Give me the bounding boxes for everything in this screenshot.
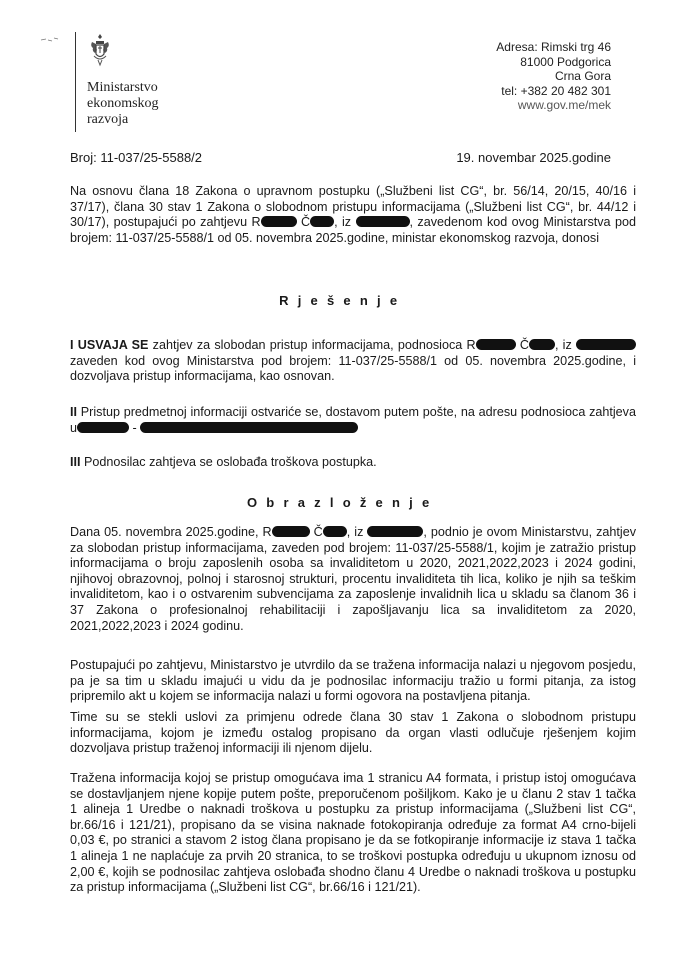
text-run: Pristup predmetnoj informaciji ostvariće se, dostavom putem pošte, na adresu podnosioca zahtjeva u xyxy=(70,405,636,435)
redaction-mark xyxy=(77,422,129,433)
text-run: Podnosilac zahtjeva se oslobađa troškova postupka. xyxy=(80,455,377,469)
text-run: Na osnovu člana 18 Zakona o upravnom postupku („Službeni list CG“, br. 56/14, 20/15, 40/16 i 37/17), člana 30 stav 1 Zakona o slobodnom pristupu informacijama („Službeni list CG“, br. 44/12 i 30/17), postupajući po zahtjevu R xyxy=(70,184,636,230)
redaction-mark xyxy=(140,422,358,433)
redaction-mark xyxy=(367,526,423,537)
reasoning-heading: O b r a z l o ž e n j e xyxy=(246,495,433,510)
document-number: Broj: 11-037/25-5588/2 xyxy=(70,150,203,165)
text-run: Č xyxy=(309,525,323,539)
text-run: , iz xyxy=(346,525,368,539)
ministry-name-line: razvoja xyxy=(87,112,129,127)
document-meta xyxy=(70,150,611,165)
redaction-mark xyxy=(576,339,636,350)
text-run: zaveden kod ovog Ministarstva pod brojem: 11-037/25-5588/1 od 05. novembra 2025.godine, i dozvoljava pristup informacijama, kao osnovan. xyxy=(70,353,636,384)
decision-heading: R j e š e n j e xyxy=(279,293,400,308)
address-line: Adresa: Rimski trg 46 xyxy=(496,40,611,54)
decision-numeral: III xyxy=(70,455,81,469)
reasoning-paragraph-3: Time su se stekli uslovi za primjenu odrede člana 30 stav 1 Zakona o slobodnom pristupu informacijama, kojom je između ostalog propisano da organ vlasti odlučuje rješenjem kojim dozvoljava pristup traženoj informaciji ili njenom dijelu. xyxy=(70,710,636,756)
ministry-name-line: ekonomskog xyxy=(87,96,159,111)
text-run: - xyxy=(129,420,141,435)
reasoning-paragraph-1 xyxy=(70,525,636,634)
document-date: 19. novembar 2025.godine xyxy=(456,150,611,165)
redaction-mark xyxy=(356,216,410,227)
decision-item-2 xyxy=(70,405,636,436)
ministry-name xyxy=(87,80,159,128)
redaction-mark xyxy=(310,216,334,227)
reasoning-paragraph-2: Postupajući po zahtjevu, Ministarstvo je utvrdilo da se tražena informacija nalazi u njegovom posjedu, pa je sa tim u skladu imajući u vidu da je podnosilac informaciju tražio u formi pitanja, za istog pripremilo akt u kojem se informacija nalazi u formi ogovora na postavljena pitanja. xyxy=(70,658,636,704)
redaction-mark xyxy=(261,216,297,227)
text-run: , zavedenom kod ovog Ministarstva pod brojem: 11-037/25-5588/1 od 05. novembra 2025.godine, ministar ekonomskog razvoja, donosi xyxy=(70,215,636,245)
text-run: Dana 05. novembra 2025.godine, R xyxy=(70,525,272,539)
scan-mark-icon xyxy=(40,36,60,44)
reasoning-paragraph-4: Tražena informacija kojoj se pristup omogućava ima 1 stranicu A4 formata, i pristup istoj omogućava se dostavljanjem njene kopije putem pošte, preporučenom pošiljkom. Kako je u članu 2 stav 1 tačka 1 alineja 1 Uredbe o naknadi troškova u postupku za pristup informacijama („Službeni list CG“, br.66/16 i 121/21), propisano da se visina naknade fotokopiranja određuje za format A4 crno-bijeli 0,03 €, po stranici a stavom 2 istog člana propisano je da se fotkopiranje informacije iz stava 1 tačka 1 alineja 1 ne naplaćuje za prvih 20 stranica, to se troškovi postupka određuju u ukupnom iznosu od 2,00 €, kojih se podnosilac zahtjeva oslobađa shodno članu 4 Uredbe o naknadi troškova u postupku za pristup informacijama („Službeni list CG“, br.66/16 i 121/21). xyxy=(70,771,636,895)
coat-of-arms-icon xyxy=(89,32,111,68)
letterhead-divider xyxy=(75,32,76,132)
address-line: tel: +382 20 482 301 xyxy=(501,83,611,98)
decision-item-1 xyxy=(70,338,636,385)
text-run: zahtjev za slobodan pristup informacijama, podnosioca R xyxy=(148,338,476,352)
redaction-mark xyxy=(476,339,516,350)
text-run: , iz xyxy=(334,215,356,230)
decision-item-3 xyxy=(70,455,636,471)
text-run: , iz xyxy=(554,338,576,352)
address-line: Crna Gora xyxy=(554,69,611,84)
redaction-mark xyxy=(529,339,555,350)
redaction-mark xyxy=(323,526,347,537)
address-line: 81000 Podgorica xyxy=(520,54,611,69)
text-run: Č xyxy=(515,338,529,352)
address-block xyxy=(496,40,611,113)
decision-numeral: II xyxy=(70,405,77,419)
decision-numeral: I USVAJA SE xyxy=(70,338,149,352)
intro-paragraph xyxy=(70,184,636,246)
text-run: Č xyxy=(296,215,311,230)
ministry-name-line: Ministarstvo xyxy=(87,80,158,95)
redaction-mark xyxy=(272,526,310,537)
text-run: , podnio je ovom Ministarstvu, zahtjev za slobodan pristup informacijama, zaveden pod brojem: 11-037/25-5588/1, kojim je zatražio pristup informacijama o broju zaposlenih osoba sa invaliditetom u 2020, 2021,2022,2023 i 2024 godini, njihovoj obrazovnoj, polnoj i starosnoj strukturi, procentu invaliditeta tih lica, koliko je njih sa teškim invaliditetom, kao i o ostvarenim subvencijama za zaposlenje invalidnih lica u skladu sa članom 36 i 37 Zakona o profesionalnoj rehabilitaciji i zapošljavanju lica sa invaliditetom za 2020, 2021,2022,2023 i 2024 godinu. xyxy=(70,525,637,633)
letterhead-logo xyxy=(75,32,185,142)
website-link[interactable]: www.gov.me/mek xyxy=(517,98,611,113)
